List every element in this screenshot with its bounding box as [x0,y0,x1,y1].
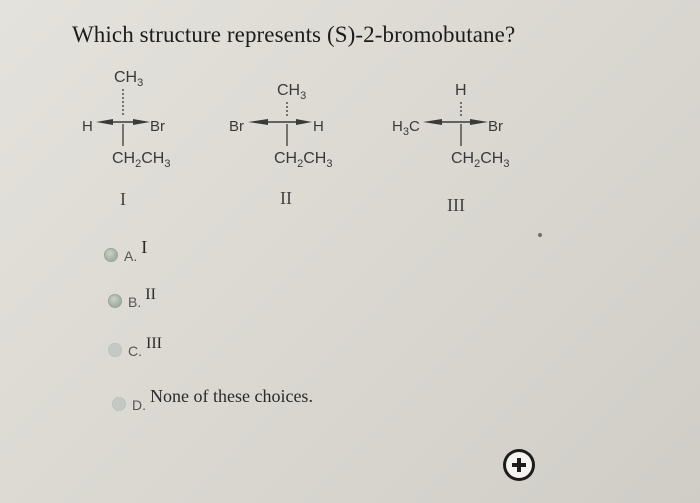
structure-i-top: $CH_3$ [114,69,144,89]
option-b-letter: B. [128,294,142,310]
option-a[interactable] [104,237,148,264]
radio-b[interactable] [108,294,122,308]
option-c-letter: C. [128,343,142,359]
structure-iii-left: $H_3C$ [392,118,420,138]
structure-ii-bottom: $CH_2CH_3$ [274,150,333,170]
radio-c[interactable] [108,343,122,357]
option-a-text: I [141,237,148,257]
structure-iii-bottom: $CH_2CH_3$ [451,150,510,170]
structure-iii-top: H [455,82,467,99]
structure-i-left: H [82,118,93,135]
structure-ii-left: Br [229,118,244,135]
option-c[interactable] [108,335,162,359]
option-c-text: III [146,335,162,352]
option-d-text: None of these choices. [150,386,313,406]
structure-iii [392,82,509,215]
radio-a[interactable] [104,248,118,262]
option-d[interactable] [112,386,313,413]
structure-ii-top: $CH_3$ [277,82,307,102]
option-b-text: II [145,286,156,303]
structure-ii [229,82,332,208]
stray-dot [538,233,542,237]
structure-i [82,69,170,209]
option-a-letter: A. [124,248,138,264]
structure-i-label: I [120,189,126,209]
structure-ii-right: H [313,118,324,135]
question-text: Which structure represents (S)-2-bromobutane? [72,22,516,47]
structure-ii-label: II [280,188,292,208]
structure-i-bottom: $CH_2CH_3$ [112,150,171,170]
option-b[interactable] [108,286,156,310]
structure-i-right: Br [150,118,165,135]
radio-d[interactable] [112,397,126,411]
structure-iii-right: Br [488,118,503,135]
option-d-letter: D. [132,397,146,413]
zoom-in-icon[interactable] [503,449,535,481]
structure-iii-label: III [447,195,465,215]
